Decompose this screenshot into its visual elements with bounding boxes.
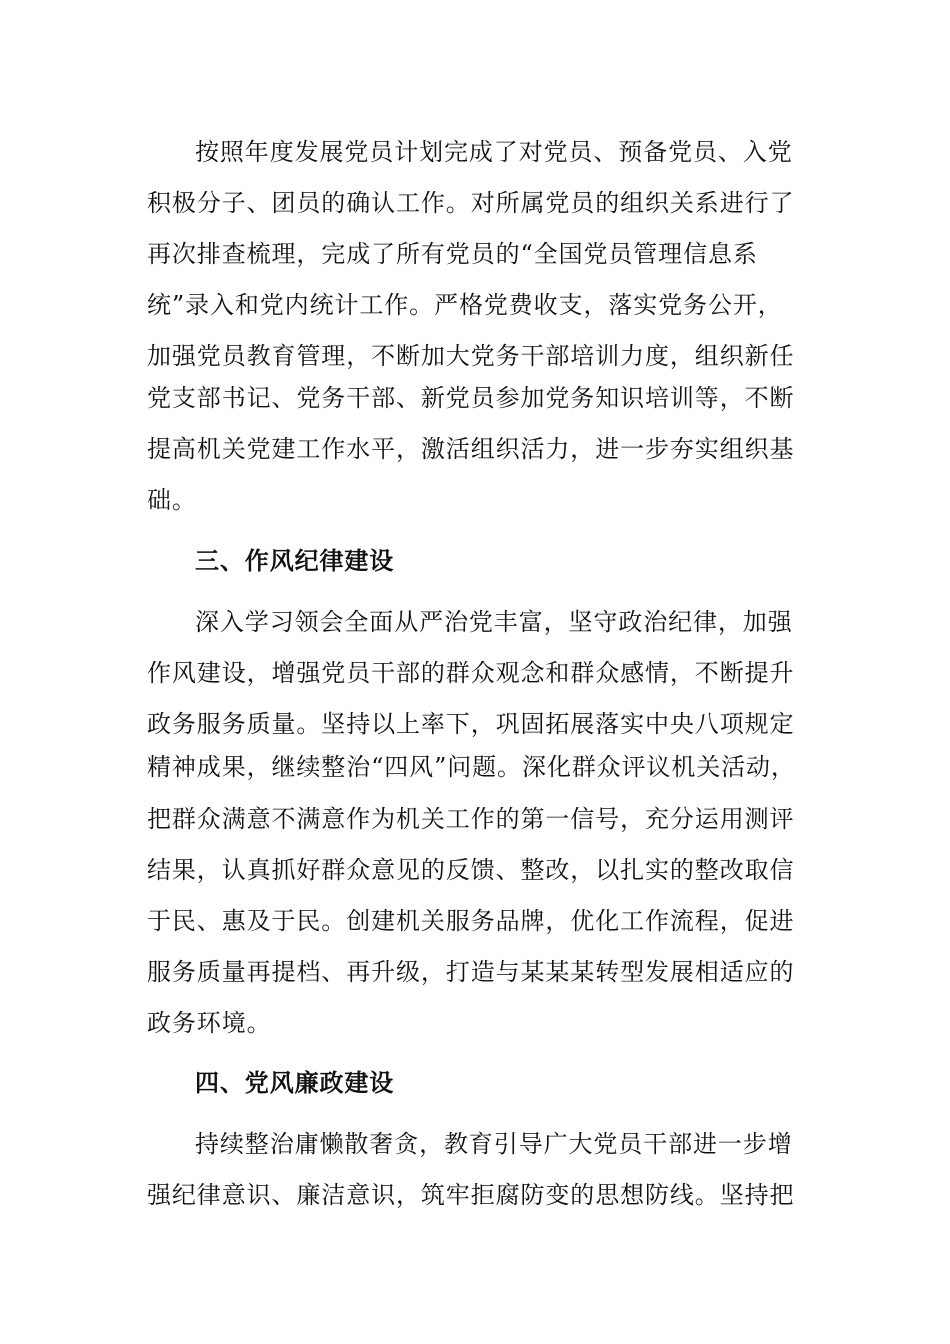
paragraph-1-line-2: 积极分子、团员的确认工作。对所属党员的组织关系进行了 <box>147 189 795 217</box>
paragraph-1-line-6: 党支部书记、党务干部、新党员参加党务知识培训等，不断 <box>147 384 795 412</box>
paragraph-3-line-1: 持续整治庸懒散奢贪，教育引导广大党员干部进一步增 <box>195 1130 793 1158</box>
paragraph-2-line-4: 精神成果，继续整治“四风”问题。深化群众评议机关活动， <box>147 753 796 781</box>
paragraph-1-line-5: 加强党员教育管理，不断加大党务干部培训力度，组织新任 <box>147 342 795 370</box>
paragraph-1-line-1: 按照年度发展党员计划完成了对党员、预备党员、入党 <box>195 138 793 166</box>
paragraph-2-line-6: 结果，认真抓好群众意见的反馈、整改，以扎实的整改取信 <box>147 856 795 884</box>
paragraph-1-line-7: 提高机关党建工作水平，激活组织活力，进一步夯实组织基 <box>147 435 795 463</box>
paragraph-1-line-4: 统”录入和党内统计工作。严格党费收支，落实党务公开， <box>147 291 783 319</box>
paragraph-1-line-8: 础。 <box>147 486 197 514</box>
paragraph-2-line-5: 把群众满意不满意作为机关工作的第一信号，充分运用测评 <box>147 805 795 833</box>
paragraph-2-line-9: 政务环境。 <box>147 1009 272 1037</box>
paragraph-2-line-1: 深入学习领会全面从严治党丰富，坚守政治纪律，加强 <box>195 608 793 636</box>
paragraph-1-line-3: 再次排查梳理，完成了所有党员的“全国党员管理信息系 <box>147 240 758 268</box>
section-heading-4: 四、党风廉政建设 <box>195 1068 395 1097</box>
section-heading-3: 三、作风纪律建设 <box>195 546 395 575</box>
paragraph-2-line-2: 作风建设，增强党员干部的群众观念和群众感情，不断提升 <box>147 659 795 687</box>
paragraph-2-line-8: 服务质量再提档、再升级，打造与某某某转型发展相适应的 <box>147 958 795 986</box>
paragraph-2-line-7: 于民、惠及于民。创建机关服务品牌，优化工作流程，促进 <box>147 907 795 935</box>
paragraph-3-line-2: 强纪律意识、廉洁意识，筑牢拒腐防变的思想防线。坚持把 <box>147 1181 795 1209</box>
paragraph-2-line-3: 政务服务质量。坚持以上率下，巩固拓展落实中央八项规定 <box>147 710 795 738</box>
